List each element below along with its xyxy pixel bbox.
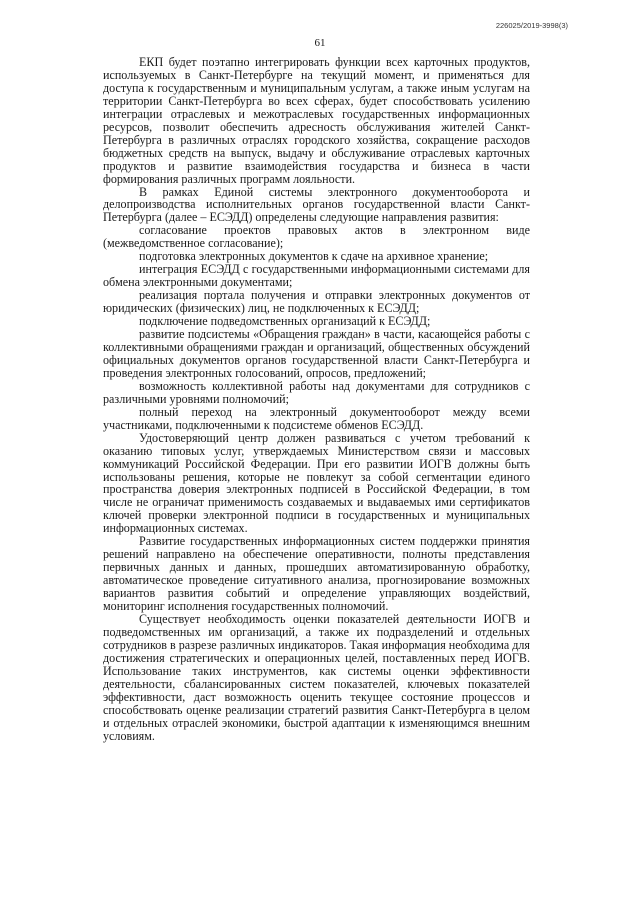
paragraph: В рамках Единой системы электронного документооборота и делопроизводства исполнительных органов государственной власти Санкт-Петербурга (далее – ЕСЭДД) определены следующие направления развития: <box>103 184 530 225</box>
document-id: 226025/2019-3998(3) <box>495 21 568 30</box>
paragraph: Развитие государственных информационных систем поддержки принятия решений направлено на обеспечение оперативности, полноты представления первичных данных и данных, прошедших автоматизированную обработку, автоматическое проведение ситуативного анализа, прогнозирование возможных вариантов развития событий и определение управляющих воздействий, мониторинг исполнения государственных полномочий. <box>103 534 530 614</box>
list-item: подключение подведомственных организаций к ЕСЭДД; <box>139 314 431 329</box>
list-item: возможность коллективной работы над документами для сотрудников с различными уровнями полномочий; <box>103 378 530 406</box>
list-item: полный переход на электронный документооборот между всеми участниками, подключенными к подсистеме обменов ЕСЭДД. <box>103 404 530 432</box>
list-item: развитие подсистемы «Обращения граждан» в части, касающейся работы с коллективными обращениями граждан и организаций, общественных обсуждений официальных документов органов государственной власти Санкт-Петербурга и проведения электронных голосований, опросов, предложений; <box>103 327 530 380</box>
list-item: интеграция ЕСЭДД с государственными информационными системами для обмена электронными документами; <box>103 262 530 290</box>
document-body <box>103 56 530 743</box>
list-item: согласование проектов правовых актов в электронном виде (межведомственное согласование); <box>103 223 530 251</box>
paragraph: Существует необходимость оценки показателей деятельности ИОГВ и подведомственных им организаций, а также их подразделений и отдельных сотрудников в разрезе различных индикаторов. Такая информация необходима для достижения стратегических и операционных целей, поставленных перед ИОГВ. Использование таких инструментов, как системы оценки эффективности деятельности, сбалансированных систем показателей, ключевых показателей эффективности, даст возможность оценить текущее состояние процессов и способствовать оценке реализации стратегий развития Санкт-Петербурга в целом и отдельных отраслей экономики, быстрой адаптации к изменяющимся внешним условиям. <box>103 611 530 743</box>
list-item: подготовка электронных документов к сдаче на архивное хранение; <box>139 249 489 264</box>
page-number: 61 <box>314 37 326 49</box>
paragraph: ЕКП будет поэтапно интегрировать функции всех карточных продуктов, используемых в Санкт-Петербурге на текущий момент, и применяться для доступа к государственным и муниципальным услугам, а также иным услугам на территории Санкт-Петербурга во всех сферах, будет способствовать усилению интеграции отраслевых и межотраслевых государственных информационных ресурсов, позволит обеспечить адресность обслуживания жителей Санкт-Петербурга в различных отраслях городского хозяйства, сокращение расходов бюджетных средств на выпуск, выдачу и обслуживание отраслевых карточных продуктов и развитие взаимодействия государства и бизнеса в части формирования различных программ лояльности. <box>103 55 530 186</box>
list-item: реализация портала получения и отправки электронных документов от юридических (физических) лиц, не подключенных к ЕСЭДД; <box>103 288 530 316</box>
paragraph: Удостоверяющий центр должен развиваться с учетом требований к оказанию типовых услуг, утверждаемых Министерством связи и массовых коммуникаций Российской Федерации. При его развитии ИОГВ должны быть использованы решения, которые не повлекут за собой сегментации единого пространства доверия электронных подписей в Российской Федерации, в том числе не ограничат применимость создаваемых и выдаваемых ими сертификатов ключей проверки электронной подписи в государственных и муниципальных информационных системах. <box>103 430 530 536</box>
